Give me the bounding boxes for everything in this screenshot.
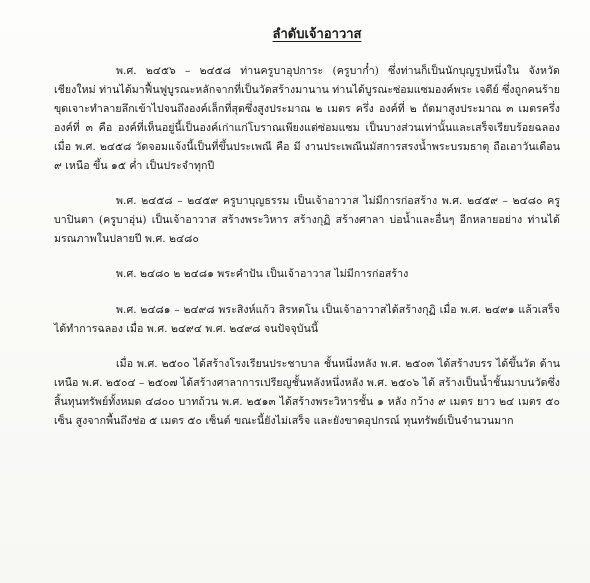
paragraph-abbot-3: พ.ศ. ๒๔๘๐ ๒ ๒๔๘๑ พระคำปัน เป็นเจ้าอาวาส ไม่มีการก่อสร้าง — [116, 268, 409, 280]
paragraph-abbot-2: พ.ศ. ๒๔๕๘ – ๒๔๕๙ ครูบาบุญธรรม เป็นเจ้าอาวาส ไม่มีการก่อสร้าง พ.ศ. ๒๔๕๙ – ๒๔๘๐ ครูบาปินตา (ครูบาอุ่น) เป็นเจ้าอาวาส สร้างพระวิหาร สร้างกุฏิ สร้างศาลา บ่อน้ำและอื่นๆ อีกหลายอย่าง ท่านได้มรณภาพในปลายปี พ.ศ. ๒๔๘๐ — [54, 195, 560, 245]
paragraph-abbot-1: พ.ศ. ๒๔๕๖ – ๒๔๕๘ ท่านครูบาอุปการะ (ครูบาก๋ำ) ซึ่งท่านก็เป็นนักบุญรูปหนึ่งใน จังหวัดเชียงใหม่ ท่านได้มาฟื้นฟูบูรณะหลักจากที่เป็นวัดสร้างมานาน ท่านได้บูรณะซ่อมแซมองค์พระ เจดีย์ ซึ่งถูกคนร้ายขุดเจาะทำลายลึกเข้าไปจนถึงองค์เล็กที่สุดซึ่งสูงประมาณ ๒ เมตร ครึ่ง องค์ที่ ๒ ถัดมาสูงประมาณ ๓ เมตรครึ่ง องค์ที่ ๓ คือ องค์ที่เห็นอยู่นี้เป็นองค์เก่าแก่โบราณเพียงแต่ซ่อมแซม เป็นบางส่วนเท่านั้นและเสร็จเรียบร้อยฉลองเมื่อ พ.ศ. ๒๔๕๘ วัดจอมแจ้งนี้เป็นที่ขึ้นประเพณี คือ มี งานประเพณีนมัสการสรงน้ำพระบรมธาตุ ถือเอาวันเดือน ๙ เหนือ ขึ้น ๑๕ ค่ำ เป็นประจำทุกปี — [54, 65, 560, 172]
document-title: ลำดับเจ้าอาวาส — [272, 27, 362, 42]
paragraph-abbot-4: พ.ศ. ๒๔๘๑ – ๒๔๙๘ พระสิงห์แก้ว สิรหตโน เป็นเจ้าอาวาสได้สร้างกุฏิ เมื่อ พ.ศ. ๒๔๙๑ แล้วเสร็จ ได้ทำการฉลอง เมื่อ พ.ศ. ๒๔๙๔ พ.ศ. ๒๔๙๘ จนปัจจุบันนี้ — [54, 304, 560, 335]
paragraph-construction: เมื่อ พ.ศ. ๒๕๐๐ ได้สร้างโรงเรียนประชาบาล ชั้นหนึ่งหลัง พ.ศ. ๒๕๐๓ ได้สร้างบรร ได้ขึ้นวัด ด้านเหนือ พ.ศ. ๒๕๐๔ – ๒๕๐๗ ได้สร้างศาลาการเปรียญชั้นหลังหนึ่งหลัง พ.ศ. ๒๕๐๖ ได้ สร้างเป็นน้ำชั้นมาบนวัดซึ่งสิ้นทุนทรัพย์ทั้งหมด ๔๘๐๐ บาทถ้วน พ.ศ. ๒๕๑๓ ได้สร้างพระวิหารชั้น ๑ หลัง กว้าง ๙ เมตร ยาว ๒๔ เมตร ๕๐ เซ็น สูงจากพื้นถึงช่อ ๕ เมตร ๕๐ เซ็นต์ ขณะนี้ยังไม่เสร็จ และยังขาดอุปกรณ์ ทุนทรัพย์เป็นจำนวนมาก — [54, 358, 560, 427]
